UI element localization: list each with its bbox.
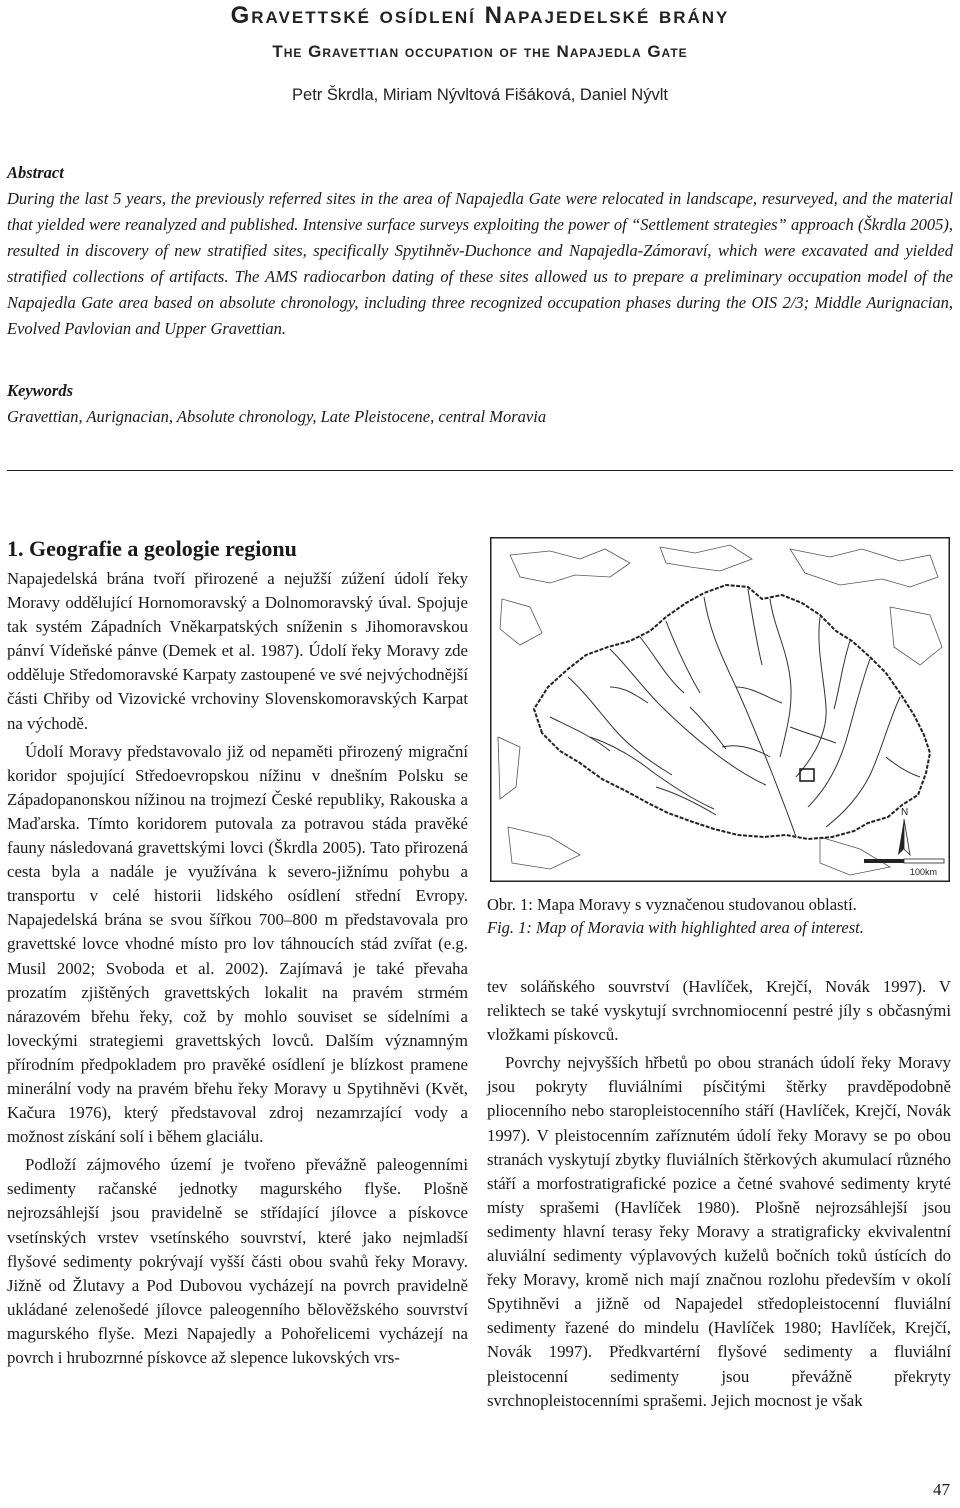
scale-bar <box>864 859 904 863</box>
right-column <box>487 975 951 1417</box>
authors: Petr Škrdla, Miriam Nývltová Fišáková, Daniel Nývlt <box>292 86 668 104</box>
page-number: 47 <box>933 1480 950 1499</box>
paragraph: Napajedelská brána tvoří přirozené a nejužší zúžení údolí řeky Moravy oddělující Hornomoravský a Dolnomoravský úval. Spojuje tak systém Západních Vněkarpatských sníženin s Jihomoravskou pánví Vídeňské pánve (Demek et al. 1987). Údolí řeky Moravy zde odděluje Středomoravské Karpaty zastoupené ve své nejvýchodnější části Chřiby od Vizovické vrchoviny Slovenskomoravských Karpat na východě. <box>7 569 468 733</box>
caption-en: Fig. 1: Map of Moravia with highlighted area of interest. <box>487 918 864 937</box>
moravia-map <box>490 537 950 882</box>
abstract <box>7 160 953 342</box>
scale-label: 100km <box>910 867 938 877</box>
keywords-text: Gravettian, Aurignacian, Absolute chronology, Late Pleistocene, central Moravia <box>7 407 547 426</box>
section-divider <box>7 470 953 471</box>
paper-title: Gravettské osídlení Napajedelské brány <box>230 2 730 29</box>
abstract-heading: Abstract <box>7 163 64 182</box>
section-heading: 1. Geografie a geologie regionu <box>7 536 297 561</box>
paragraph: Povrchy nejvyšších hřbetů po obou stranách údolí řeky Moravy jsou pokryty fluviálními písčitými štěrky pravděpodobně pliocenního nebo staropleistocenního stáří (Havlíček, Krejčí, Novák 1997). V pleistocenním zaříznutém údolí řeky Moravy se po obou stranách vyskytují zbytky fluviálních štěrkových akumulací různého stáří a morfostratigrafické pozice a četné svahové sedimenty kryté místy sprašemi (Havlíček 1980). Plošně nejrozsáhlejší jsou sedimenty hlavní terasy řeky Moravy a stratigraficky ekvivalentní aluviální sedimenty výplavových kuželů bočních toků ústících do řeky Moravy, kromě nich mají značnou rozlohu především v okolí Spytihněvi a jižně od Napajedel středopleistocenní fluviální sedimenty řazené do mindelu (Havlíček 1980; Havlíček, Krejčí, Novák 1997). Předkvartérní flyšové sedimenty a fluviální pleistocenní sedimenty jsou převážně překryty svrchnopleistocenními sprašemi. Jejich mocnost je však <box>487 1053 951 1410</box>
keywords-heading: Keywords <box>7 381 73 400</box>
caption-cz: Obr. 1: Mapa Moravy s vyznačenou studovanou oblastí. <box>487 895 857 914</box>
paper-subtitle: The Gravettian occupation of the Napajedla Gate <box>272 42 688 61</box>
paragraph: tev soláňského souvrství (Havlíček, Krejčí, Novák 1997). V reliktech se také vyskytují svrchnomiocenní pestré jíly s občasnými vložkami pískovců. <box>487 977 951 1045</box>
paragraph: Údolí Moravy představovalo již od nepaměti přirozený migrační koridor spojující Středoevropskou nížinu v dnešním Polsku se Západopanonskou nížinou na trojmezí České republiky, Rakouska a Maďarska. Tímto koridorem putovala za potravou stáda pravěké fauny následovaná gravettskými lovci (Škrdla 2005). Tato přirozená cesta byla a nadále je využívána k severo-jižnímu pohybu a transportu v celé historii lidského osídlení střední Evropy. Napajedelská brána se svou šířkou 700–800 m představovala pro gravettské lovce vhodné místo pro lov táhnoucích stád zvířat (e.g. Musil 2002; Svoboda et al. 2002). Zajímavá je také převaha prozatím zjištěných gravettských lokalit na pravém strmém nárazovém břehu řeky, což by mohlo souviset se sídelními a loveckými strategiemi gravettských lovců. Dalším významným přírodním předpokladem pro pravěké osídlení je blízkost pramene minerální vody na pravém břehu řeky Moravy u Spytihněvi (Květ, Kačura 1976), který představoval zdroj nezamrzající vody a možnost získání solí i během glaciálu. <box>7 741 468 1147</box>
left-column <box>7 535 468 1374</box>
moravia-map-figure <box>490 537 950 882</box>
figure-caption <box>487 893 953 939</box>
north-label: N <box>901 807 909 818</box>
keywords <box>7 378 953 430</box>
abstract-text: During the last 5 years, the previously referred sites in the area of Napajedla Gate were relocated in landscape, resurveyed, and the material that yielded were reanalyzed and published. Intensive surface surveys exploiting the power of “Settlement strategies” approach (Škrdla 2005), resulted in discovery of new stratified sites, specifically Spytihněv-Duchonce and Napajedla-Zámoraví, which were excavated and yielded stratified collections of artifacts. The AMS radiocarbon dating of these sites allowed us to prepare a preliminary occupation model of the Napajedla Gate area based on absolute chronology, including three recognized occupation phases during the OIS 2/3; Middle Aurignacian, Evolved Pavlovian and Upper Gravettian. <box>7 189 953 338</box>
paragraph: Podloží zájmového území je tvořeno převážně paleogenními sedimenty račanské jednotky magurského flyše. Plošně nejrozsáhlejší jsou pravidelně se střídající jílovce a pískovce vsetínských vrstev vsetínského souvrství, které jako nejmladší flyšové sedimenty pokrývají vyšší části obou svahů řeky Moravy. Jižně od Žlutavy a Pod Dubovou vycházejí na povrch pravidelně ukládané zelenošedé jílovce paleogenního bělověžského souvrství magurského flyše. Mezi Napajedly a Pohořelicemi vycházejí na povrch i hrubozrnné pískovce až slepence lukovských vrs- <box>7 1155 468 1367</box>
